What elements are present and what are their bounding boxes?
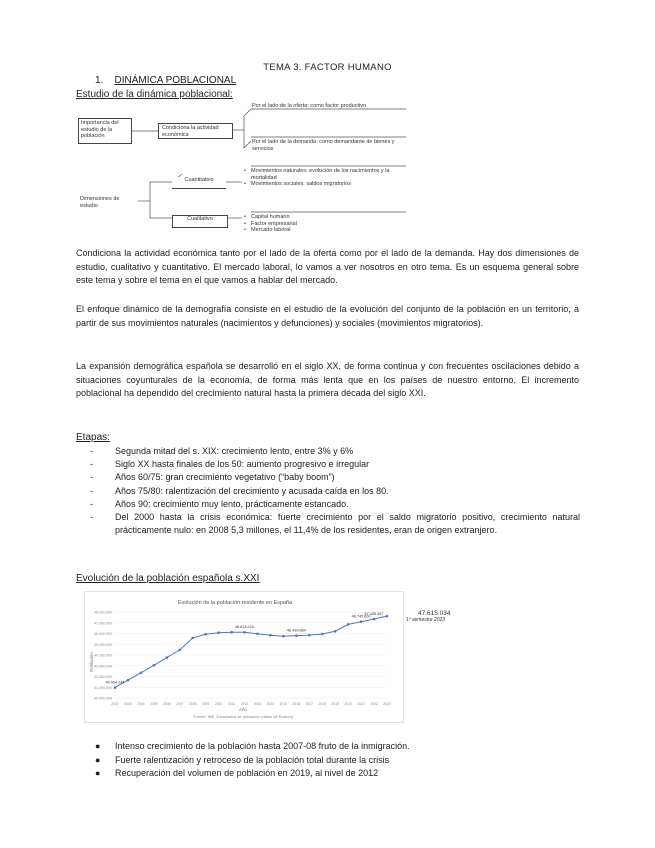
list-item: - Años 60/75: gran crecimiento vegetativo (“baby boom”) [90,472,335,483]
chart-xlabel: Año [238,707,248,712]
x-tick-label: 2016 [292,702,301,706]
diagram-cuant-item: • Movimientos sociales: saldos migratorios [244,181,351,187]
y-tick-label: 48.000.000 [94,610,112,615]
data-point [217,631,220,634]
concept-diagram [76,104,406,242]
x-tick-label: 2012 [240,702,249,706]
data-point [191,637,194,640]
document-title: TEMA 3. FACTOR HUMANO [263,62,392,73]
data-point [295,634,298,637]
y-tick-label: 41.000.000 [94,685,112,690]
data-point [373,618,376,621]
list-item: - Años 75/80: ralentización del crecimiento y acusada caída en los 80. [90,485,389,496]
x-tick-label: 2017 [305,702,314,706]
diagram-cual-list [244,214,404,234]
list-item: - Años 90: crecimiento muy lento, prácticamente estancado. [90,498,349,509]
data-point [334,630,337,633]
data-point [127,679,130,682]
diagram-box-cuantitativo: Cuantitativo [172,177,226,189]
list-item: ● Intenso crecimiento de la población hasta 2007-08 fruto de la inmigración. [95,741,410,751]
diagram-cuant-item: • Movimientos naturales: evolución de los nacimientos y la mortalidad [244,168,390,181]
diagram-text-dimensiones: Dimensiones de estudio [80,196,120,209]
data-point [308,634,311,637]
x-tick-label: 2002 [111,702,119,706]
diagram-cual-item: • Capital humano [244,214,290,220]
x-tick-label: 2009 [201,702,210,706]
etapas-list [90,445,580,537]
x-tick-label: 2004 [137,702,145,706]
callout-value: 47.615.034 [418,610,451,617]
x-tick-label: 2010 [214,702,223,706]
data-point [243,631,246,634]
paragraph-condiciona: Condiciona la actividad económica tanto por el lado de la oferta como por el lado de la demanda. Hay dos dimensiones de estudio, cualitativo y cuantitativo. El mercado laboral, lo vamos a ver nosotros en otro tema. Es un esquema general sobre este tema y sobre el tema en el que vamos a hablar del mercado. [76,248,579,285]
data-label: 47.435.597 [364,611,384,616]
data-point [166,656,169,659]
x-tick-label: 2022 [370,702,378,706]
list-item: - Del 2000 hasta la crisis económica: fuerte crecimiento por el saldo migratorio positivo, crecimiento natural prácticamente nulo: en 2008 5,3 millones, el 11,4% de los residentes, eran de origen extranjero. [90,512,580,536]
data-point [386,615,389,618]
x-tick-label: 2011 [227,702,236,706]
chart-svg [85,592,403,722]
data-point [153,664,156,667]
list-item: - Segunda mitad del s. XIX: crecimiento lento, entre 3% y 6% [90,446,354,456]
x-tick-label: 2013 [253,702,262,706]
data-label: 40.964.244 [105,680,125,685]
data-point [114,686,117,689]
section-number: 1. [95,75,104,86]
data-point [347,623,350,626]
paragraph-enfoque: El enfoque dinámico de la demografía consiste en el estudio de la evolución del conjunto de la población en un territorio, a partir de sus movimientos naturales (nacimientos y defunciones) y sociales (movimientos migratorios). [76,304,579,328]
section-heading [95,75,236,86]
data-label: 46.439.864 [286,628,306,633]
diagram-text-oferta: Por el lado de la oferta: como factor productivo [252,103,367,109]
diagram-box-importancia: Importancia del estudio de la población [78,118,132,144]
chart-ylabel: Población [89,652,94,672]
list-item: ● Recuperación del volumen de población en 2019, al nivel de 2012 [95,768,379,778]
x-tick-label: 2021 [357,702,365,706]
etapas-heading: Etapas: [76,432,110,443]
x-tick-label: 2005 [150,702,158,706]
data-point [204,633,207,636]
x-tick-label: 2019 [331,702,339,706]
data-point [256,632,259,635]
data-point [282,635,285,638]
diagram-cual-item: • Factor empresarial [244,220,297,227]
data-label: 46.745.600 [351,614,371,619]
x-tick-label: 2015 [279,702,288,706]
data-point [178,649,181,652]
y-tick-label: 47.000.000 [94,621,112,626]
x-tick-label: 2006 [163,702,171,706]
diagram-text-demanda: Por el lado de la demanda: como demandante de bienes y servicios [252,139,395,152]
subsection-heading: Estudio de la dinámica poblacional: [76,89,233,100]
x-tick-label: 2018 [318,702,327,706]
chart-title: Evolución de la población residente en España [177,600,293,606]
y-tick-label: 40.000.000 [94,696,112,701]
diagram-box-cualitativo: Cualitativo [172,215,228,228]
conclusions-list [95,740,575,781]
list-item: - Siglo XX hasta finales de los 50: aumento progresivo e irregular [90,459,370,470]
x-tick-label: 2008 [188,702,197,706]
chart-source: Fuente: INE. Estadística de población (datos de Padrón) [192,714,294,719]
evolucion-heading: Evolución de la población española s.XXI [76,573,260,584]
x-tick-label: 2007 [175,702,184,706]
paragraph-expansion: La expansión demográfica española se desarrolló en el siglo XX, de forma continua y con frecuentes oscilaciones debido a situaciones coyunturales de la economía, de forma más lenta que en los países de nuestro entorno. El incremento poblacional ha dependido del crecimiento natural hasta la primera década del siglo XXI. [76,361,579,398]
y-tick-label: 42.000.000 [94,675,112,679]
y-tick-label: 43.000.000 [94,664,112,669]
x-tick-label: 2023 [383,702,391,706]
x-tick-label: 2003 [124,702,132,706]
section-title: DINÁMICA POBLACIONAL [114,75,237,86]
data-point [269,634,272,637]
population-chart [84,591,404,723]
diagram-cual-item: • Mercado laboral [244,227,291,233]
y-tick-label: 45.000.000 [94,642,112,647]
data-label: 46.818.216 [235,625,255,630]
diagram-box-condiciona: Condiciona la actividad económica [158,123,233,139]
list-item: ● Fuerte ralentización y retroceso de la población total durante la crisis [95,754,390,765]
data-point [360,620,363,623]
data-point [140,671,143,674]
y-tick-label: 46.000.000 [94,632,112,636]
y-tick-label: 44.000.000 [94,653,112,658]
chart-callout [406,610,466,623]
diagram-cuant-list [244,168,404,188]
callout-date: 1º semestre 2023 [406,617,446,623]
data-point [230,631,233,634]
x-tick-label: 2020 [344,702,352,706]
x-tick-label: 2014 [266,702,275,706]
data-point [321,633,324,636]
